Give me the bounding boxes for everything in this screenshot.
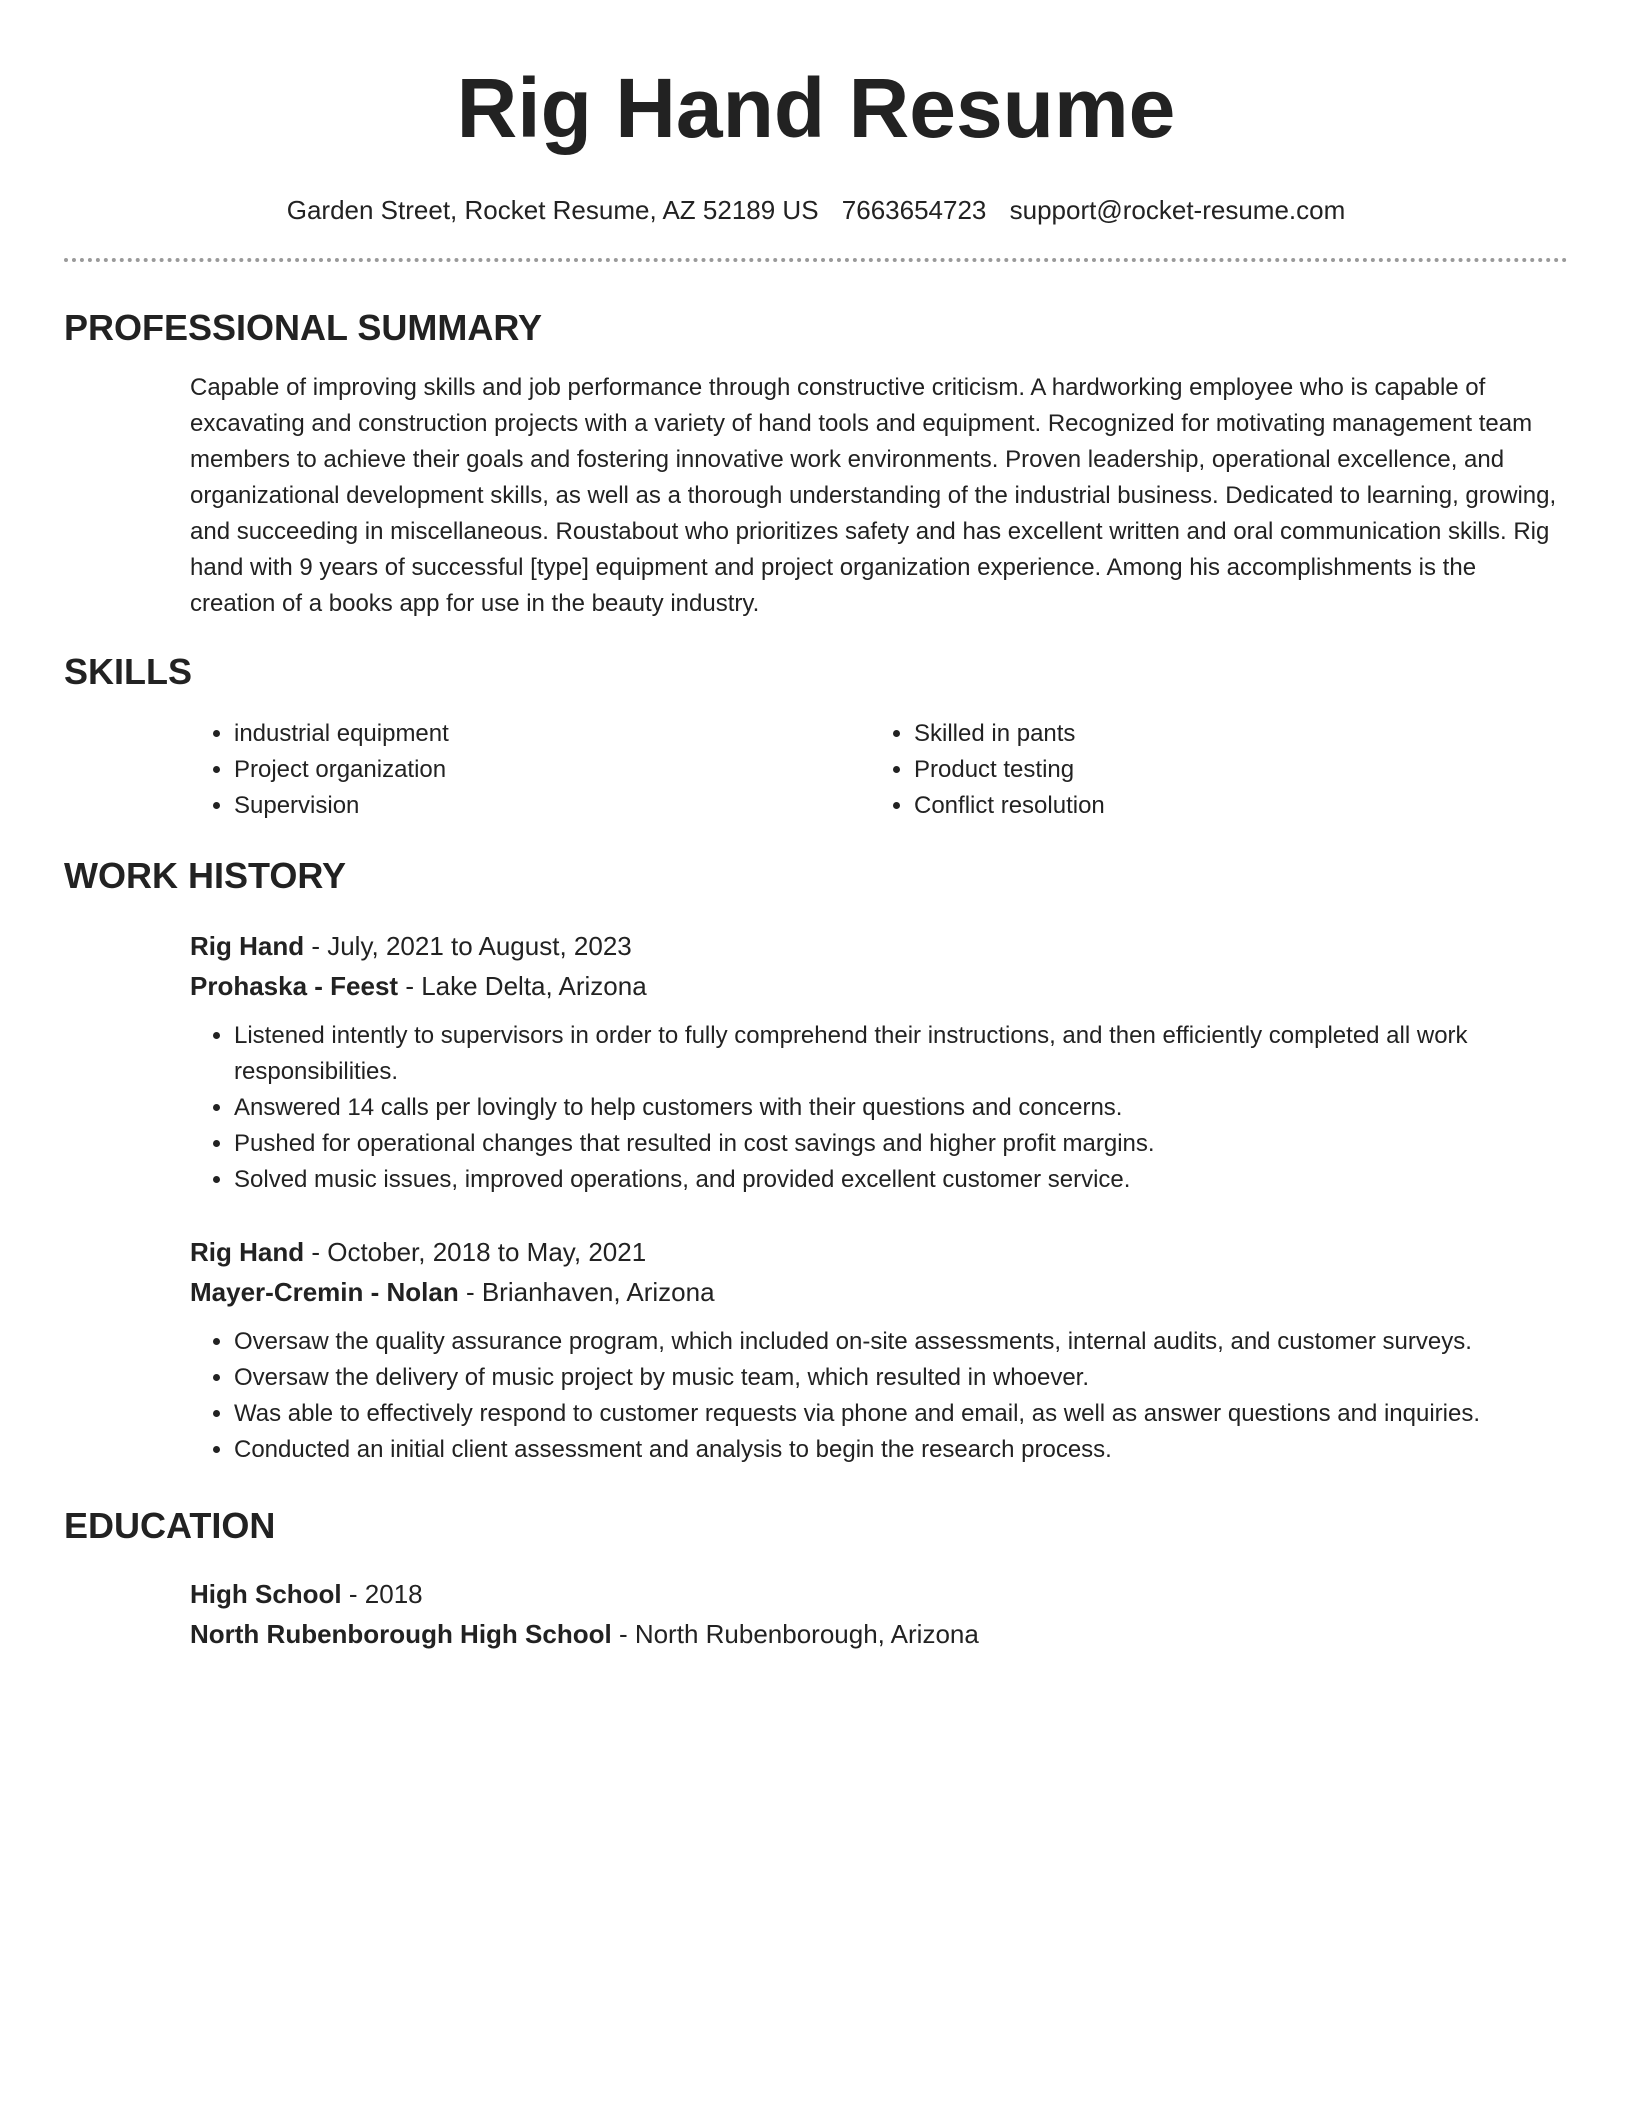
summary-heading: PROFESSIONAL SUMMARY bbox=[64, 307, 543, 348]
skill-item: • industrial equipment bbox=[234, 716, 870, 752]
job-bullet: • Listened intently to supervisors in order to fully comprehend their instructions, and then efficiently completed all work responsibilities. bbox=[234, 1018, 1568, 1090]
job-entry bbox=[190, 1232, 1568, 1468]
skills-column-right bbox=[870, 716, 1514, 824]
job-location: - Brianhaven, Arizona bbox=[458, 1277, 715, 1307]
work-history-heading: WORK HISTORY bbox=[64, 855, 347, 896]
education-school: North Rubenborough High School bbox=[190, 1619, 612, 1649]
job-bullet: • Oversaw the delivery of music project by music team, which resulted in whoever. bbox=[234, 1360, 1568, 1396]
education-degree: High School bbox=[190, 1579, 342, 1609]
job-role: Rig Hand bbox=[190, 931, 305, 961]
education-location: - North Rubenborough, Arizona bbox=[611, 1619, 979, 1649]
header-divider bbox=[64, 258, 1568, 262]
job-bullet: • Oversaw the quality assurance program, which included on-site assessments, internal audits, and customer surveys. bbox=[234, 1324, 1568, 1360]
education-school-line bbox=[190, 1614, 1568, 1654]
job-company-line bbox=[190, 1272, 1568, 1312]
skill-item: • Supervision bbox=[234, 788, 870, 824]
skill-item: • Conflict resolution bbox=[914, 788, 1514, 824]
job-company-line bbox=[190, 966, 1568, 1006]
job-entry bbox=[190, 926, 1568, 1198]
job-dates: - October, 2018 to May, 2021 bbox=[304, 1237, 647, 1267]
job-dates: - July, 2021 to August, 2023 bbox=[304, 931, 632, 961]
resume-title: Rig Hand Resume bbox=[456, 61, 1176, 155]
resume-page bbox=[64, 0, 1568, 1654]
job-company: Prohaska - Feest bbox=[190, 971, 399, 1001]
job-bullets bbox=[190, 1018, 1568, 1198]
skill-item: • Product testing bbox=[914, 752, 1514, 788]
summary-text: Capable of improving skills and job performance through constructive criticism. A hardworking employee who is capable of excavating and construction projects with a variety of hand tools and equipment. Recognized for motivating management team members to achieve their goals and fostering innovative work environments. Proven leadership, operational excellence, and organizational development skills, as well as a thorough understanding of the industrial business. Dedicated to learning, growing, and succeeding in miscellaneous. Roustabout who prioritizes safety and has excellent written and oral communication skills. Rig hand with 9 years of successful [type] equipment and project organization experience. Among his accomplishments is the creation of a books app for use in the beauty industry. bbox=[190, 374, 1557, 617]
skills-heading: SKILLS bbox=[64, 651, 193, 692]
job-bullets bbox=[190, 1324, 1568, 1468]
contact-phone: 7663654723 bbox=[841, 195, 987, 225]
job-bullet: • Solved music issues, improved operations, and provided excellent customer service. bbox=[234, 1162, 1568, 1198]
job-role-line bbox=[190, 926, 1568, 966]
job-role-line bbox=[190, 1232, 1568, 1272]
skill-item: • Project organization bbox=[234, 752, 870, 788]
contact-address: Garden Street, Rocket Resume, AZ 52189 US bbox=[286, 195, 819, 225]
education-year: - 2018 bbox=[341, 1579, 423, 1609]
skills-list bbox=[190, 716, 1568, 824]
contact-line bbox=[64, 194, 1568, 226]
job-location: - Lake Delta, Arizona bbox=[398, 971, 647, 1001]
education-entry bbox=[190, 1574, 1568, 1654]
education-degree-line bbox=[190, 1574, 1568, 1614]
job-bullet: • Answered 14 calls per lovingly to help customers with their questions and concerns. bbox=[234, 1090, 1568, 1126]
job-bullet: • Pushed for operational changes that resulted in cost savings and higher profit margins. bbox=[234, 1126, 1568, 1162]
job-role: Rig Hand bbox=[190, 1237, 305, 1267]
contact-email: support@rocket-resume.com bbox=[1009, 195, 1346, 225]
skills-column-left bbox=[190, 716, 870, 824]
skill-item: • Skilled in pants bbox=[914, 716, 1514, 752]
job-company: Mayer-Cremin - Nolan bbox=[190, 1277, 459, 1307]
education-heading: EDUCATION bbox=[64, 1505, 276, 1546]
job-bullet: • Conducted an initial client assessment and analysis to begin the research process. bbox=[234, 1432, 1568, 1468]
job-bullet: • Was able to effectively respond to customer requests via phone and email, as well as answer questions and inquiries. bbox=[234, 1396, 1568, 1432]
